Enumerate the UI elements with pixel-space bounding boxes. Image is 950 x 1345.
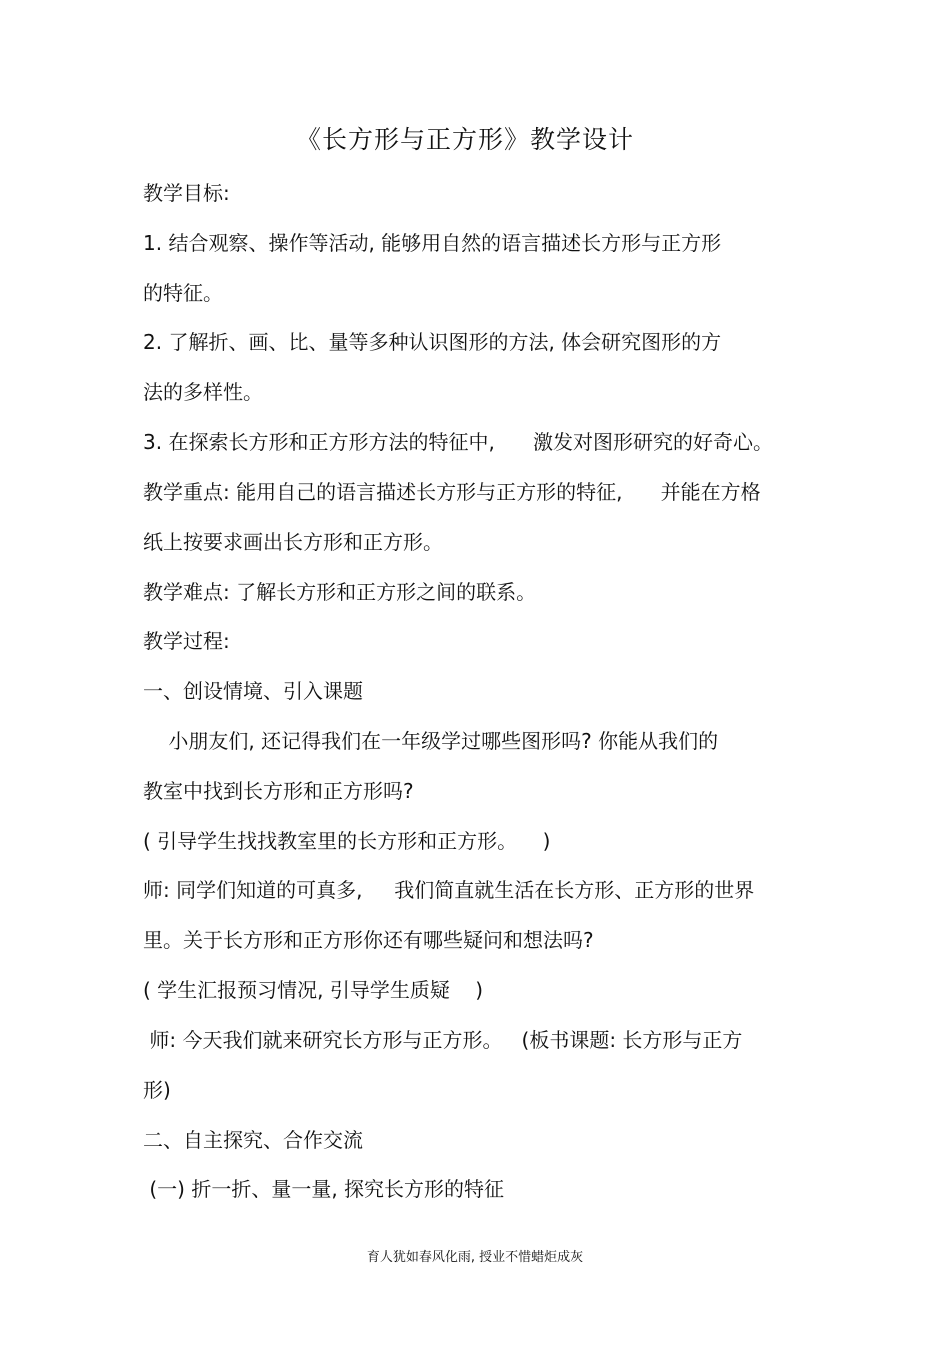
- paragraph-line: 里。关于长方形和正方形你还有哪些疑问和想法吗?: [143, 928, 594, 952]
- paragraph-line: 纸上按要求画出长方形和正方形。: [143, 530, 443, 554]
- section-heading-part-one: 一、创设情境、引入课题: [143, 679, 363, 703]
- paragraph-line: ( 学生汇报预习情况, 引导学生质疑 ): [143, 978, 484, 1002]
- subsection-heading: (一) 折一折、量一量, 探究长方形的特征: [143, 1177, 505, 1201]
- paragraph-line: 3. 在探索长方形和正方形方法的特征中, 激发对图形研究的好奇心。: [143, 430, 773, 454]
- page-footer: 育人犹如春风化雨, 授业不惜蜡炬成灰: [366, 1250, 584, 1265]
- paragraph-line: ( 引导学生找找教室里的长方形和正方形。 ): [143, 829, 551, 853]
- section-heading-part-two: 二、自主探究、合作交流: [143, 1128, 363, 1152]
- paragraph-line: 2. 了解折、画、比、量等多种认识图形的方法, 体会研究图形的方: [143, 330, 722, 354]
- section-heading-process: 教学过程:: [143, 629, 230, 653]
- paragraph-line: 1. 结合观察、操作等活动, 能够用自然的语言描述长方形与正方形: [143, 231, 722, 255]
- paragraph-line: 教学重点: 能用自己的语言描述长方形与正方形的特征, 并能在方格: [143, 480, 761, 504]
- paragraph-line: 教学难点: 了解长方形和正方形之间的联系。: [143, 580, 537, 604]
- section-heading-objectives: 教学目标:: [143, 181, 230, 205]
- paragraph-line: 师: 今天我们就来研究长方形与正方形。 (板书课题: 长方形与正方: [143, 1028, 743, 1052]
- paragraph-line: 的特征。: [143, 281, 223, 305]
- paragraph-line: 教室中找到长方形和正方形吗?: [143, 779, 414, 803]
- paragraph-line: 形): [143, 1078, 171, 1102]
- document-title: 《长方形与正方形》教学设计: [295, 125, 634, 154]
- paragraph-line: 法的多样性。: [143, 380, 263, 404]
- paragraph-line: 师: 同学们知道的可真多, 我们简直就生活在长方形、正方形的世界: [143, 878, 755, 902]
- paragraph-line: 小朋友们, 还记得我们在一年级学过哪些图形吗? 你能从我们的: [143, 729, 719, 753]
